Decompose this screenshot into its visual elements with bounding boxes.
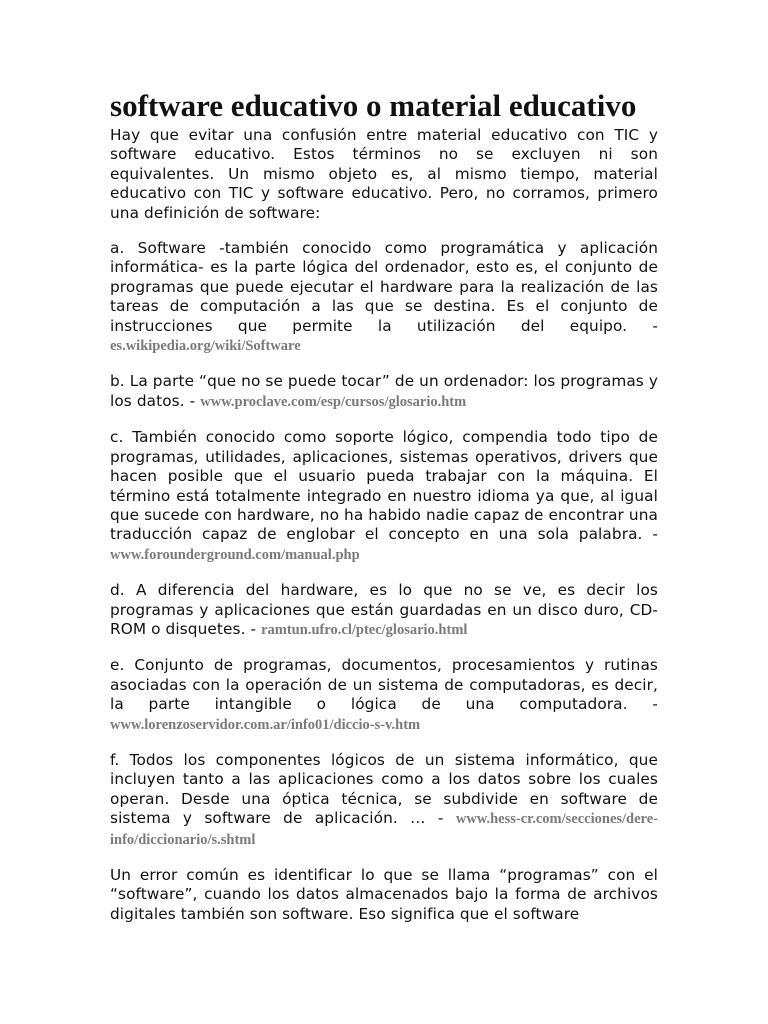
closing-paragraph: Un error común es identificar lo que se llama “programas” con el “software”, cuando los datos almacenados bajo la forma de archivos digitales también son software. Eso significa que el software bbox=[110, 866, 658, 923]
source-dash: - bbox=[627, 316, 658, 335]
definition-text: a. Software -también conocido como programática y aplicación informática- es la parte lógica del ordenador, esto es, el conjunto de programas que puede ejecutar el hardware para la realización de las tareas de computación a las que se destina. Es el conjunto de instrucciones que permite la utilización del equipo. bbox=[110, 239, 658, 335]
definition-text: d. A diferencia del hardware, es lo que no se ve, es decir los programas y aplicaciones que están guardadas en un disco duro, CD-ROM o disquetes. bbox=[110, 581, 658, 638]
definition-text: f. Todos los componentes lógicos de un sistema informático, que incluyen tanto a las aplicaciones como a los datos sobre los cuales operan. Desde una óptica técnica, se subdivide en software de sistema y software de aplicación. … bbox=[110, 750, 658, 828]
intro-paragraph: Hay que evitar una confusión entre material educativo con TIC y software educativo. Estos términos no se excluyen ni son equivalentes. Un mismo objeto es, al mismo tiempo, material educativo con TIC y software educativo. Pero, no corramos, primero una definición de software: bbox=[110, 126, 658, 222]
source-dash: - bbox=[184, 391, 201, 410]
definition-text: e. Conjunto de programas, documentos, procesamientos y rutinas asociadas con la operación de un sistema de computadoras, es decir, la parte intangible o lógica de una computadora. bbox=[110, 656, 658, 714]
source-dash: - bbox=[245, 619, 262, 638]
definition-b bbox=[110, 372, 658, 412]
definition-c bbox=[110, 428, 658, 565]
source-link[interactable]: www.proclave.com/esp/cursos/glosario.htm bbox=[200, 393, 467, 410]
source-dash: - bbox=[425, 809, 456, 828]
source-link[interactable]: www.hess-cr.com/secciones/dere-info/diccionario/s.shtml bbox=[110, 811, 658, 848]
definition-a bbox=[110, 239, 658, 356]
source-link[interactable]: es.wikipedia.org/wiki/Software bbox=[110, 338, 301, 355]
source-link[interactable]: www.lorenzoservidor.com.ar/info01/diccio-s-v.htm bbox=[110, 716, 421, 733]
definition-text: c. También conocido como soporte lógico, compendia todo tipo de programas, utilidades, aplicaciones, sistemas operativos, drivers que hacen posible que el usuario pueda trabajar con la máquina. El término está totalmente integrado en nuestro idioma ya que, al igual que sucede con hardware, no ha habido nadie capaz de encontrar una traducción capaz de englobar el concepto en una sola palabra. bbox=[110, 428, 658, 544]
source-link[interactable]: ramtun.ufro.cl/ptec/glosario.html bbox=[261, 621, 468, 638]
source-link[interactable]: www.forounderground.com/manual.php bbox=[110, 546, 360, 563]
definition-e bbox=[110, 656, 658, 735]
document-title: software educativo o material educativo bbox=[110, 88, 637, 123]
source-dash: - bbox=[642, 525, 658, 544]
definition-d bbox=[110, 581, 658, 640]
source-dash: - bbox=[627, 695, 658, 714]
definition-f bbox=[110, 751, 658, 850]
definition-text: b. La parte “que no se puede tocar” de un ordenador: los programas y los datos. bbox=[110, 372, 658, 410]
